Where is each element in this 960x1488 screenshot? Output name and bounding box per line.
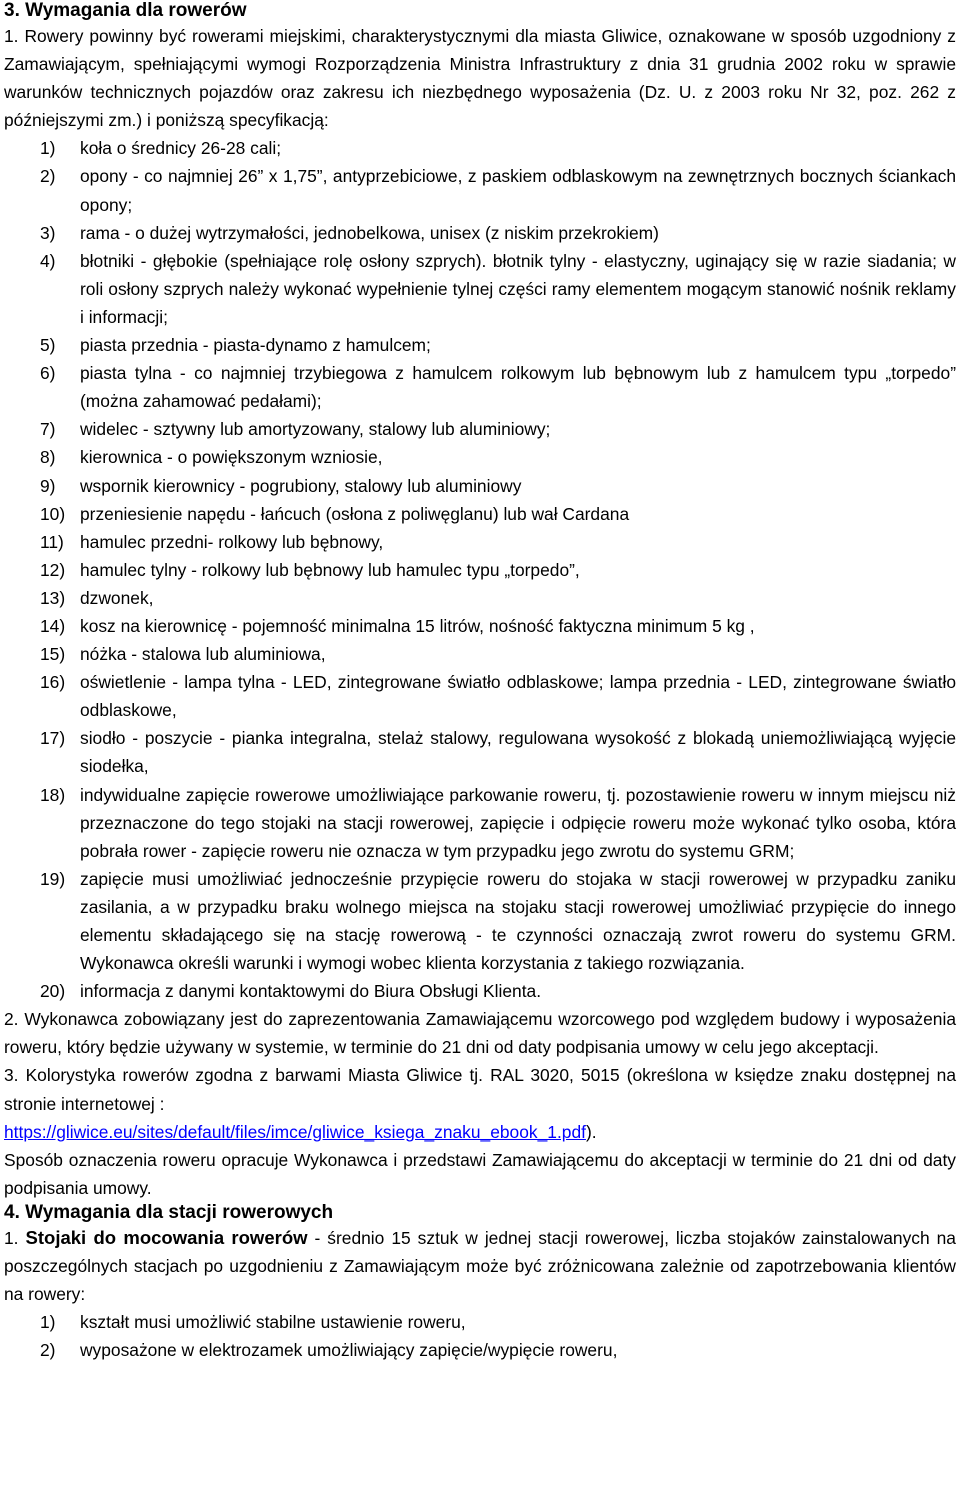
- section-3-heading: 3. Wymagania dla rowerów: [4, 0, 247, 21]
- bicycle-spec-list: [4, 134, 956, 1005]
- list-item: 15) nóżka - stalowa lub aluminiowa,: [40, 644, 326, 665]
- section-3-paragraph-3: 3. Kolorystyka rowerów zgodna z barwami Miasta Gliwice tj. RAL 3020, 5015 (określona w księdze znaku dostępnej na stronie internetowej : https://gliwice.eu/sites/default/files/imce/gliwice_ksiega_znaku_ebook_1.pdf).: [4, 1065, 956, 1142]
- section-3-paragraph-4: Sposób oznaczenia roweru opracuje Wykonawca i przedstawi Zamawiającemu do akceptacji w terminie do 21 dni od daty podpisania umowy.: [4, 1149, 956, 1198]
- list-item: 11) hamulec przedni- rolkowy lub bębnowy,: [40, 531, 384, 552]
- section-4-heading: 4. Wymagania dla stacji rowerowych: [4, 1201, 334, 1223]
- list-item: 13) dzwonek,: [40, 587, 154, 608]
- list-item: 14) kosz na kierownicę - pojemność minimalna 15 litrów, nośność faktyczna minimum 5 kg ,: [40, 615, 755, 636]
- bike-rack-spec-list: [4, 1308, 956, 1364]
- list-item: 9) wspornik kierownicy - pogrubiony, stalowy lub aluminiowy: [40, 475, 522, 496]
- list-item: 1) kształt musi umożliwić stabilne ustawienie roweru,: [40, 1312, 466, 1333]
- list-item: 6) piasta tylna - co najmniej trzybiegowa z hamulcem rolkowym lub bębnowym lub z hamulcem typu „torpedo” (można zahamować pedałami);: [40, 363, 956, 412]
- list-item: 18) indywidualne zapięcie rowerowe umożliwiające parkowanie roweru, tj. pozostawienie roweru w innym miejscu niż przeznaczone do tego stojaki na stacji rowerowej, zapięcie i odpięcie roweru może wykonać tylko osoba, która pobrała rower - zapięcie roweru nie oznacza w tym przypadku jego zwrotu do systemu GRM;: [40, 784, 956, 861]
- list-item: 2) wyposażone w elektrozamek umożliwiający zapięcie/wypięcie roweru,: [40, 1340, 618, 1361]
- list-item: 12) hamulec tylny - rolkowy lub bębnowy lub hamulec typu „torpedo”,: [40, 559, 580, 580]
- list-item: 16) oświetlenie - lampa tylna - LED, zintegrowane światło odblaskowe; lampa przednia - LED, zintegrowane światło odblaskowe,: [40, 672, 956, 721]
- list-item: 19) zapięcie musi umożliwiać jednocześnie przypięcie roweru do stojaka w stacji rowerowej w przypadku zaniku zasilania, a w przypadku braku wolnego miejsca na stojaku stacji rowerowej umożliwiać przypięcie do innego elementu składającego się na stację rowerową - te czynności oznaczają zwrot roweru do systemu GRM. Wykonawca określi warunki i wymogi wobec klienta korzystania z takiego rozwiązania.: [40, 868, 956, 974]
- list-item: 3) rama - o dużej wytrzymałości, jednobelkowa, unisex (z niskim przekrokiem): [40, 222, 659, 243]
- brand-book-link[interactable]: https://gliwice.eu/sites/default/files/imce/gliwice_ksiega_znaku_ebook_1.pdf: [4, 1121, 586, 1142]
- list-item: 17) siodło - poszycie - pianka integralna, stelaż stalowy, regulowana wysokość z blokadą uniemożliwiającą wyjęcie siodełka,: [40, 728, 956, 777]
- section-3-paragraph-2: 2. Wykonawca zobowiązany jest do zaprezentowania Zamawiającemu wzorcowego pod względem budowy i wyposażenia roweru, który będzie używany w systemie, w terminie do 21 dni od daty podpisania umowy w celu jego akceptacji.: [4, 1009, 956, 1058]
- list-item: 1) koła o średnicy 26-28 cali;: [40, 138, 282, 159]
- list-item: 5) piasta przednia - piasta-dynamo z hamulcem;: [40, 335, 431, 356]
- bike-racks-lead: Stojaki do mocowania rowerów: [25, 1226, 308, 1248]
- section-4-paragraph-1: 1. Stojaki do mocowania rowerów - średnio 15 sztuk w jednej stacji rowerowej, liczba stojaków zainstalowanych na poszczególnych stacjach po uzgodnieniu z Zamawiającym może być zróżnicowana zależnie od zapotrzebowania klientów na rowery:: [4, 1226, 956, 1305]
- list-item: 20) informacja z danymi kontaktowymi do Biura Obsługi Klienta.: [40, 981, 542, 1002]
- list-item: 4) błotniki - głębokie (spełniające rolę osłony szprych). błotnik tylny - elastyczny, uginający się w razie siadania; w roli osłony szprych należy wykonać wypełnienie tylnej części ramy elementem mogącym stanowić nośnik reklamy i informacji;: [40, 250, 956, 327]
- list-item: 10) przeniesienie napędu - łańcuch (osłona z poliwęglanu) lub wał Cardana: [40, 503, 630, 524]
- list-item: 2) opony - co najmniej 26” x 1,75”, antyprzebiciowe, z paskiem odblaskowym na zewnętrznych bocznych ściankach opony;: [40, 166, 956, 215]
- section-3-intro-paragraph: 1. Rowery powinny być rowerami miejskimi, charakterystycznymi dla miasta Gliwice, oznakowane w sposób uzgodniony z Zamawiającym, spełniającymi wymogi Rozporządzenia Ministra Infrastruktury z dnia 31 grudnia 2002 roku w sprawie warunków technicznych pojazdów oraz zakresu ich niezbędnego wyposażenia (Dz. U. z 2003 roku Nr 32, poz. 262 z późniejszymi zm.) i poniższą specyfikacją:: [4, 26, 956, 131]
- list-item: 8) kierownica - o powiększonym wzniosie,: [40, 447, 383, 468]
- list-item: 7) widelec - sztywny lub amortyzowany, stalowy lub aluminiowy;: [40, 419, 551, 440]
